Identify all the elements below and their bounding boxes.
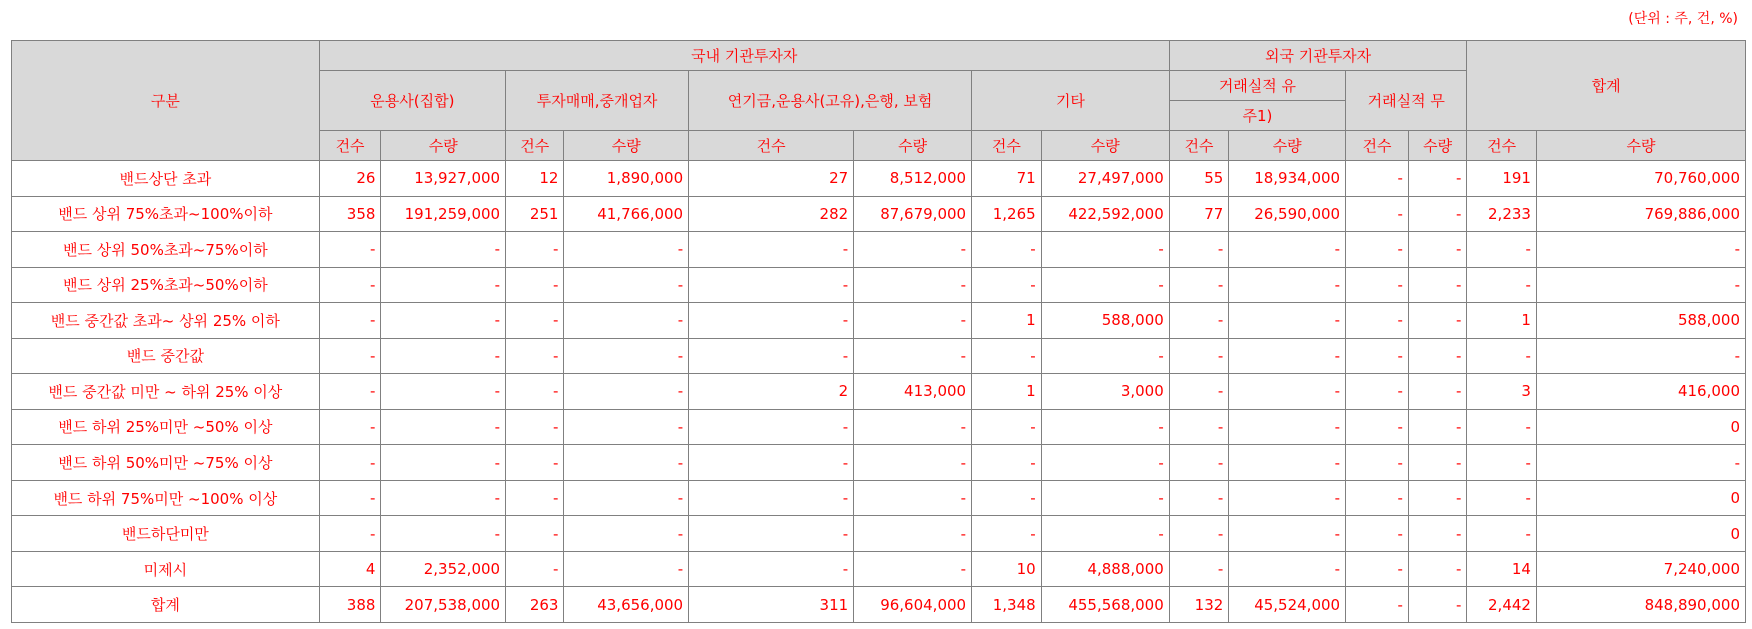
quantity-cell: - [1041,409,1169,445]
count-cell: - [689,232,854,268]
category-header: 구분 [12,41,320,161]
quantity-cell: 7,240,000 [1536,551,1745,587]
table-row [12,587,1746,623]
count-cell: - [319,267,381,303]
count-header: 건수 [1169,131,1229,161]
quantity-cell: - [1408,196,1466,232]
count-cell: - [1346,551,1409,587]
pension-header: 연기금,운용사(고유),은행, 보험 [689,71,972,131]
quantity-cell: 0 [1536,409,1745,445]
row-label: 미제시 [12,551,320,587]
quantity-cell: - [564,303,689,339]
quantity-cell: - [1041,338,1169,374]
foreign-investors-header: 외국 기관투자자 [1169,41,1467,71]
table-header [12,41,1746,161]
count-cell: - [1346,267,1409,303]
count-cell: 3 [1467,374,1537,410]
count-cell: 1 [1467,303,1537,339]
other-header: 기타 [972,71,1170,131]
quantity-cell: - [1229,551,1346,587]
quantity-cell: - [1408,303,1466,339]
quantity-cell: - [564,374,689,410]
dealer-header: 투자매매,중개업자 [506,71,689,131]
count-cell: - [319,374,381,410]
quantity-cell: - [854,338,972,374]
quantity-cell: - [1408,516,1466,552]
count-cell: - [689,516,854,552]
quantity-cell: - [1229,267,1346,303]
quantity-cell: - [381,445,506,481]
count-cell: 311 [689,587,854,623]
count-cell: - [1169,409,1229,445]
quantity-cell: 588,000 [1041,303,1169,339]
quantity-cell: 70,760,000 [1536,161,1745,197]
count-cell: - [506,551,564,587]
quantity-cell: - [854,232,972,268]
count-cell: - [1169,516,1229,552]
count-cell: - [1467,445,1537,481]
quantity-cell: 422,592,000 [1041,196,1169,232]
count-cell: - [972,445,1042,481]
count-cell: - [1169,480,1229,516]
count-cell: - [506,374,564,410]
quantity-cell: - [564,551,689,587]
count-cell: 4 [319,551,381,587]
quantity-header: 수량 [1536,131,1745,161]
count-cell: - [1346,516,1409,552]
quantity-cell: 45,524,000 [1229,587,1346,623]
quantity-cell: - [381,516,506,552]
count-cell: 1,348 [972,587,1042,623]
count-header: 건수 [1346,131,1409,161]
count-cell: - [1467,480,1537,516]
row-label: 밴드 하위 75%미만 ~100% 이상 [12,480,320,516]
count-cell: - [319,445,381,481]
quantity-cell: 87,679,000 [854,196,972,232]
table-row [12,161,1746,197]
table-row [12,409,1746,445]
count-cell: 2,233 [1467,196,1537,232]
count-cell: - [972,267,1042,303]
count-cell: 251 [506,196,564,232]
unit-note: (단위 : 주, 건, %) [1628,11,1738,27]
quantity-header: 수량 [854,131,972,161]
count-cell: - [1467,409,1537,445]
count-cell: - [319,409,381,445]
count-cell: 132 [1169,587,1229,623]
quantity-cell: 96,604,000 [854,587,972,623]
quantity-cell: - [854,303,972,339]
quantity-cell: - [381,303,506,339]
row-label: 밴드 중간값 [12,338,320,374]
quantity-cell: - [1229,232,1346,268]
without-record-header: 거래실적 무 [1346,71,1467,131]
quantity-cell: - [1408,232,1466,268]
quantity-cell: - [1229,445,1346,481]
quantity-cell: - [1408,267,1466,303]
count-cell: - [319,303,381,339]
quantity-cell: - [1408,480,1466,516]
count-cell: - [506,480,564,516]
count-cell: - [319,480,381,516]
quantity-cell: - [381,374,506,410]
quantity-cell: - [381,232,506,268]
count-cell: - [689,480,854,516]
count-cell: - [319,516,381,552]
count-cell: - [506,409,564,445]
count-cell: 388 [319,587,381,623]
quantity-cell: 13,927,000 [381,161,506,197]
quantity-cell: 3,000 [1041,374,1169,410]
quantity-cell: 41,766,000 [564,196,689,232]
quantity-cell: - [854,445,972,481]
quantity-cell: - [564,516,689,552]
quantity-cell: - [1408,374,1466,410]
count-cell: - [1346,409,1409,445]
count-cell: 2,442 [1467,587,1537,623]
quantity-cell: 413,000 [854,374,972,410]
row-label: 합계 [12,587,320,623]
quantity-cell: - [1041,267,1169,303]
count-header: 건수 [689,131,854,161]
quantity-cell: - [854,480,972,516]
table-row [12,338,1746,374]
table-body [12,161,1746,623]
count-cell: - [1169,267,1229,303]
count-cell: 1 [972,303,1042,339]
quantity-cell: 848,890,000 [1536,587,1745,623]
count-header: 건수 [1467,131,1537,161]
count-cell: 263 [506,587,564,623]
quantity-cell: 0 [1536,480,1745,516]
count-cell: - [689,409,854,445]
count-cell: - [1169,338,1229,374]
quantity-header: 수량 [381,131,506,161]
quantity-cell: - [381,267,506,303]
count-cell: - [1346,587,1409,623]
quantity-cell: 0 [1536,516,1745,552]
count-cell: - [972,409,1042,445]
quantity-cell: - [1229,338,1346,374]
quantity-cell: 43,656,000 [564,587,689,623]
quantity-cell: - [1408,551,1466,587]
table-row [12,516,1746,552]
quantity-cell: - [1229,516,1346,552]
row-label: 밴드 상위 50%초과~75%이하 [12,232,320,268]
table-row [12,480,1746,516]
count-cell: - [1467,267,1537,303]
count-cell: 71 [972,161,1042,197]
row-label: 밴드 하위 25%미만 ~50% 이상 [12,409,320,445]
with-record-note: 주1) [1169,101,1345,131]
count-cell: 14 [1467,551,1537,587]
row-label: 밴드상단 초과 [12,161,320,197]
count-cell: - [319,338,381,374]
quantity-cell: - [564,409,689,445]
count-cell: - [506,267,564,303]
quantity-header: 수량 [1408,131,1466,161]
quantity-cell: 588,000 [1536,303,1745,339]
row-label: 밴드 상위 75%초과~100%이하 [12,196,320,232]
quantity-cell: - [1408,409,1466,445]
count-cell: 358 [319,196,381,232]
quantity-cell: 2,352,000 [381,551,506,587]
quantity-cell: 769,886,000 [1536,196,1745,232]
quantity-cell: - [1041,516,1169,552]
count-cell: 12 [506,161,564,197]
count-cell: 1 [972,374,1042,410]
quantity-cell: - [1229,303,1346,339]
quantity-cell: 207,538,000 [381,587,506,623]
quantity-header: 수량 [1041,131,1169,161]
count-cell: - [689,267,854,303]
count-cell: - [1346,232,1409,268]
asset-mgmt-header: 운용사(집합) [319,71,505,131]
count-cell: - [689,338,854,374]
table-row [12,232,1746,268]
quantity-cell: 27,497,000 [1041,161,1169,197]
quantity-cell: - [854,267,972,303]
quantity-cell: - [854,551,972,587]
count-cell: - [972,480,1042,516]
quantity-cell: - [1041,480,1169,516]
count-cell: 26 [319,161,381,197]
count-cell: - [1169,303,1229,339]
quantity-header: 수량 [564,131,689,161]
table-row [12,374,1746,410]
quantity-cell: - [564,232,689,268]
quantity-cell: - [564,267,689,303]
allocation-table [11,40,1746,623]
table-row [12,196,1746,232]
quantity-cell: - [1536,267,1745,303]
count-cell: - [1346,374,1409,410]
quantity-cell: 416,000 [1536,374,1745,410]
count-cell: - [1346,161,1409,197]
count-cell: - [506,303,564,339]
count-header: 건수 [506,131,564,161]
count-cell: - [1346,303,1409,339]
count-cell: - [1169,551,1229,587]
count-cell: - [1346,480,1409,516]
count-cell: 282 [689,196,854,232]
quantity-cell: - [381,480,506,516]
count-header: 건수 [972,131,1042,161]
quantity-cell: - [1536,445,1745,481]
count-cell: - [1346,196,1409,232]
row-label: 밴드 중간값 미만 ~ 하위 25% 이상 [12,374,320,410]
row-label: 밴드하단미만 [12,516,320,552]
quantity-cell: 8,512,000 [854,161,972,197]
quantity-cell: - [1229,374,1346,410]
count-cell: - [319,232,381,268]
quantity-cell: - [564,445,689,481]
count-cell: 77 [1169,196,1229,232]
quantity-cell: - [1408,587,1466,623]
count-cell: - [689,445,854,481]
count-cell: - [1346,338,1409,374]
count-cell: - [1169,445,1229,481]
table-row [12,267,1746,303]
count-cell: - [689,303,854,339]
count-cell: - [506,338,564,374]
table-row [12,551,1746,587]
quantity-cell: 1,890,000 [564,161,689,197]
count-cell: - [1169,374,1229,410]
quantity-cell: - [1408,338,1466,374]
count-cell: 1,265 [972,196,1042,232]
quantity-cell: - [381,409,506,445]
count-header: 건수 [319,131,381,161]
count-cell: 2 [689,374,854,410]
quantity-cell: 26,590,000 [1229,196,1346,232]
quantity-cell: 455,568,000 [1041,587,1169,623]
count-cell: - [689,551,854,587]
count-cell: - [506,232,564,268]
quantity-cell: 191,259,000 [381,196,506,232]
quantity-cell: - [564,338,689,374]
count-cell: - [1346,445,1409,481]
quantity-cell: - [1041,232,1169,268]
count-cell: 191 [1467,161,1537,197]
count-cell: 10 [972,551,1042,587]
total-header: 합계 [1467,41,1746,131]
quantity-cell: - [1041,445,1169,481]
count-cell: - [1169,232,1229,268]
count-cell: - [1467,516,1537,552]
quantity-cell: - [564,480,689,516]
row-label: 밴드 중간값 초과~ 상위 25% 이하 [12,303,320,339]
count-cell: - [1467,232,1537,268]
count-cell: 27 [689,161,854,197]
count-cell: - [972,232,1042,268]
count-cell: - [972,338,1042,374]
count-cell: - [972,516,1042,552]
count-cell: - [1467,338,1537,374]
quantity-cell: - [381,338,506,374]
row-label: 밴드 상위 25%초과~50%이하 [12,267,320,303]
quantity-cell: - [854,516,972,552]
table-row [12,303,1746,339]
count-cell: 55 [1169,161,1229,197]
quantity-cell: - [854,409,972,445]
domestic-investors-header: 국내 기관투자자 [319,41,1169,71]
row-label: 밴드 하위 50%미만 ~75% 이상 [12,445,320,481]
quantity-cell: 4,888,000 [1041,551,1169,587]
quantity-cell: - [1536,232,1745,268]
table-row [12,445,1746,481]
count-cell: - [506,516,564,552]
quantity-cell: - [1229,480,1346,516]
quantity-cell: - [1408,161,1466,197]
with-record-header: 거래실적 유 [1169,71,1345,101]
quantity-cell: - [1229,409,1346,445]
quantity-header: 수량 [1229,131,1346,161]
quantity-cell: - [1536,338,1745,374]
count-cell: - [506,445,564,481]
quantity-cell: 18,934,000 [1229,161,1346,197]
quantity-cell: - [1408,445,1466,481]
